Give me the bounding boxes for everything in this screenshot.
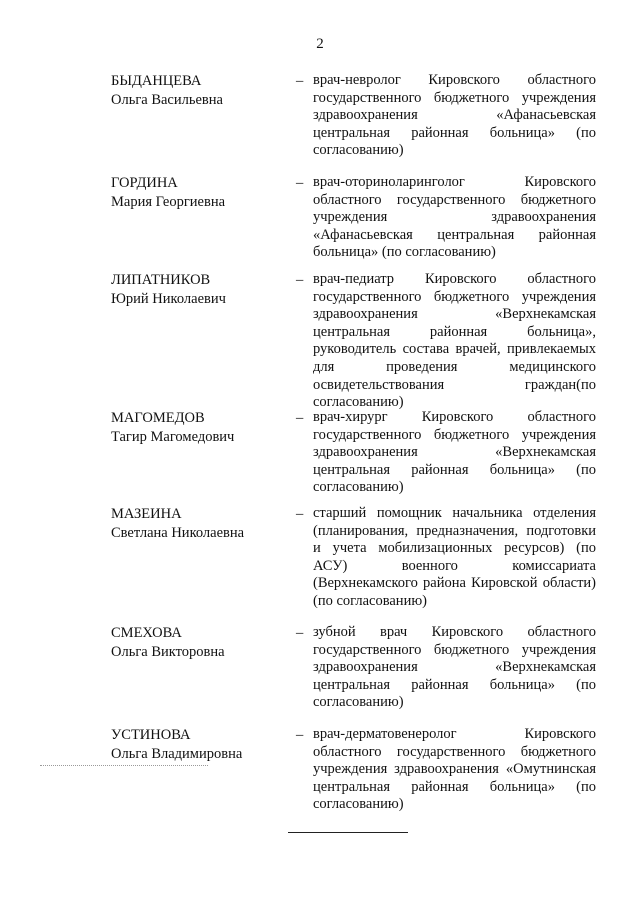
member-role: старший помощник начальника отделения (планирования, предназначения, подготовки и учета мобилизационных ресурсов) (по АСУ) военного комиссариата (Верхнекамского района Кировской области) (по согласованию) — [313, 505, 596, 609]
member-name — [111, 271, 291, 309]
member-role: врач-хирург Кировского областного государственного бюджетного учреждения здравоохранения «Верхнекамская центральная районная больница» (по согласованию) — [313, 409, 596, 496]
member-surname: СМЕХОВА — [111, 625, 182, 641]
member-surname: ГОРДИНА — [111, 175, 178, 191]
member-surname: МАЗЕИНА — [111, 506, 182, 522]
page-number: 2 — [316, 36, 324, 52]
member-surname: УСТИНОВА — [111, 727, 191, 743]
member-name — [111, 726, 291, 764]
member-given-names: Светлана Николаевна — [111, 525, 245, 541]
member-name — [111, 505, 291, 543]
member-given-names: Ольга Викторовна — [111, 644, 225, 660]
entry-dash: – — [296, 625, 304, 641]
entry-dash: – — [296, 73, 304, 89]
scan-artifact-line — [40, 765, 208, 766]
member-role: врач-дерматовенеролог Кировского областного государственного бюджетного учреждения здравоохранения «Омутнинская центральная районная больница» (по согласованию) — [313, 726, 596, 813]
member-role: врач-педиатр Кировского областного государственного бюджетного учреждения здравоохранения «Верхнекамская центральная районная больница», руководитель состава врачей, привлекаемых для проведения медицинского освидетельствования граждан(по согласованию) — [313, 271, 596, 411]
member-role: зубной врач Кировского областного государственного бюджетного учреждения здравоохранения «Верхнекамская центральная районная больница» (по согласованию) — [313, 624, 596, 711]
member-surname: МАГОМЕДОВ — [111, 410, 205, 426]
entry-dash: – — [296, 506, 304, 522]
entry-dash: – — [296, 727, 304, 743]
member-name — [111, 624, 291, 662]
member-given-names: Мария Георгиевна — [111, 194, 226, 210]
member-name — [111, 174, 291, 212]
member-given-names: Тагир Магомедович — [111, 429, 235, 445]
member-name — [111, 72, 291, 110]
member-surname: БЫДАНЦЕВА — [111, 73, 202, 89]
member-given-names: Ольга Васильевна — [111, 92, 223, 108]
entry-dash: – — [296, 410, 304, 426]
entry-dash: – — [296, 272, 304, 288]
member-surname: ЛИПАТНИКОВ — [111, 272, 211, 288]
member-given-names: Юрий Николаевич — [111, 291, 226, 307]
closing-rule — [288, 832, 408, 833]
entry-dash: – — [296, 175, 304, 191]
member-role: врач-невролог Кировского областного государственного бюджетного учреждения здравоохранения «Афанасьевская центральная районная больница» (по согласованию) — [313, 72, 596, 159]
member-given-names: Ольга Владимировна — [111, 746, 243, 762]
member-role: врач-оториноларинголог Кировского областного государственного бюджетного учреждения здравоохранения «Афанасьевская центральная районная больница» (по согласованию) — [313, 174, 596, 261]
member-name — [111, 409, 291, 447]
